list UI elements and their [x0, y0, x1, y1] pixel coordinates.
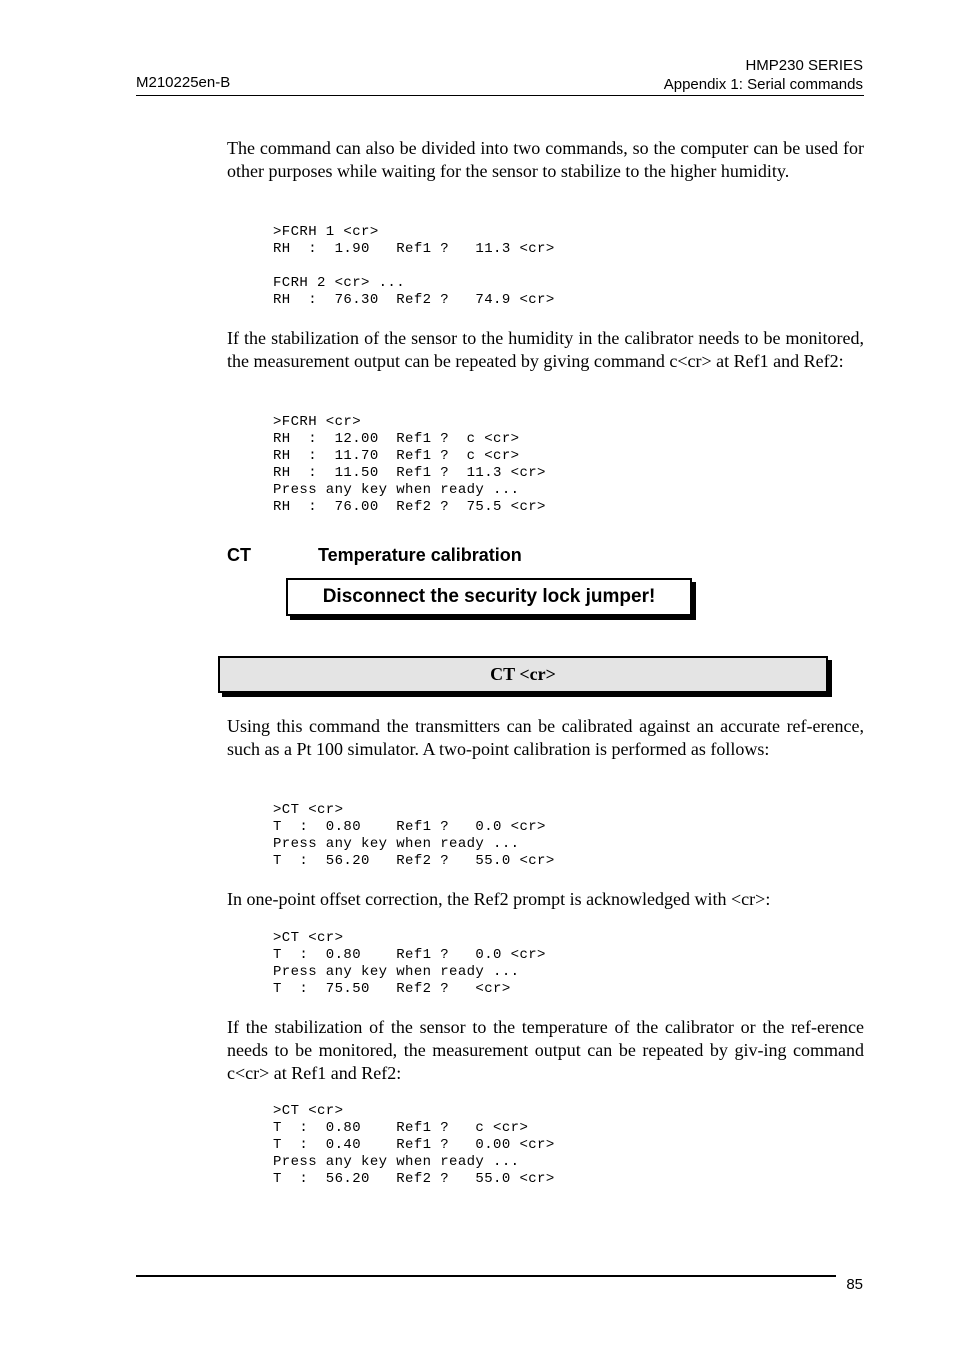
paragraph-1: The command can also be divided into two commands, so the computer can be used for other purposes while waiting for the sensor to stabilize to the higher humidity. — [227, 138, 864, 181]
paragraph-3: Using this command the transmitters can be calibrated against an accurate ref-erence, such as a Pt 100 simulator. A two-point calibration is performed as follows: — [227, 716, 864, 759]
code-block-fcrh-split: >FCRH 1 <cr> RH : 1.90 Ref1 ? 11.3 <cr> FCRH 2 <cr> ... RH : 76.30 Ref2 ? 74.9 <cr> — [273, 224, 555, 308]
footer-rule — [136, 1275, 836, 1277]
command-box — [218, 656, 828, 693]
warning-box — [286, 578, 692, 616]
command-text: CT <cr> — [490, 664, 556, 684]
header-rule — [136, 95, 864, 96]
header-section: Appendix 1: Serial commands — [663, 76, 863, 93]
section-title: Temperature calibration — [318, 545, 522, 565]
warning-text: Disconnect the security lock jumper! — [322, 586, 656, 607]
code-block-ct-offset: >CT <cr> T : 0.80 Ref1 ? 0.0 <cr> Press any key when ready ... T : 75.50 Ref2 ? <cr> — [273, 930, 546, 997]
code-block-fcrh-repeat: >FCRH <cr> RH : 12.00 Ref1 ? c <cr> RH : 11.70 Ref1 ? c <cr> RH : 11.50 Ref1 ? 11.3 <cr> Press any key when ready ... RH : 76.00 Ref2 ? 75.5 <cr> — [273, 414, 546, 515]
page-number: 85 — [846, 1276, 863, 1293]
code-block-ct-two-point: >CT <cr> T : 0.80 Ref1 ? 0.0 <cr> Press any key when ready ... T : 56.20 Ref2 ? 55.0 <cr> — [273, 802, 555, 869]
header-right — [664, 56, 863, 94]
header-doc-code: M210225en-B — [136, 74, 231, 91]
header-series: HMP230 SERIES — [745, 57, 863, 74]
section-code: CT — [227, 545, 251, 565]
paragraph-5: If the stabilization of the sensor to the temperature of the calibrator or the ref-erence needs to be monitored, the measurement output can be repeated by giv-ing command c<cr> at Ref1 and Ref2: — [227, 1017, 864, 1083]
code-block-ct-repeat: >CT <cr> T : 0.80 Ref1 ? c <cr> T : 0.40 Ref1 ? 0.00 <cr> Press any key when ready ... T : 56.20 Ref2 ? 55.0 <cr> — [273, 1103, 555, 1187]
paragraph-4: In one-point offset correction, the Ref2 prompt is acknowledged with <cr>: — [227, 889, 771, 909]
paragraph-2: If the stabilization of the sensor to the humidity in the calibrator needs to be monitored, the measurement output can be repeated by giving command c<cr> at Ref1 and Ref2: — [227, 328, 864, 371]
